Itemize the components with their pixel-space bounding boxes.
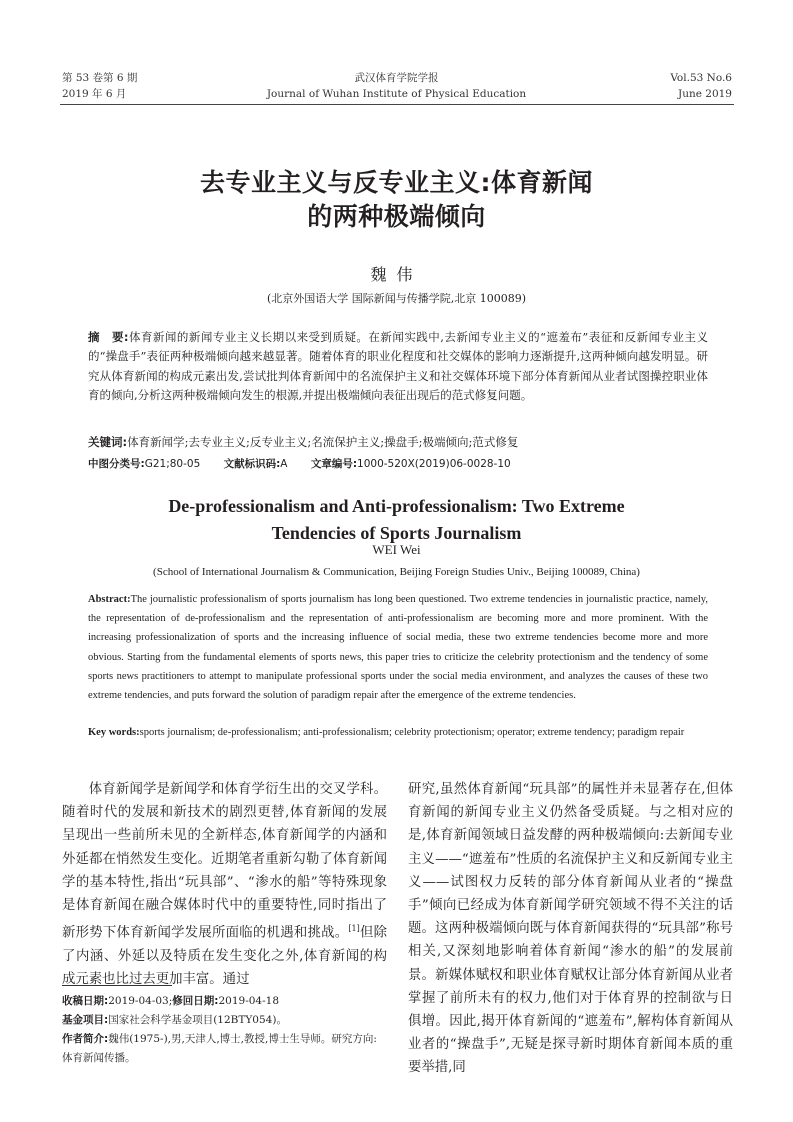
title-cn-line1: 去专业主义与反专业主义:体育新闻 <box>200 168 593 197</box>
abstract-cn-text: 体育新闻的新闻专业主义长期以来受到质疑。在新闻实践中,去新闻专业主义的“遮羞布”表征和反新闻专业主义的“操盘手”表征两种极端倾向越来越显著。随着体育的职业化程度和社交媒体的影响力逐渐提升,这两种倾向越发明显。研究从体育新闻的构成元素出发,尝试批判体育新闻中的名流保护主义和社交媒体环境下部分体育新闻从业者试图操控职业体育的倾向,分析这两种极端倾向发生的根源,并提出极端倾向表征出现后的范式修复问题。 <box>88 330 708 402</box>
header-date: 2019 年 6 月 <box>62 88 127 100</box>
title-en-line2: Tendencies of Sports Journalism <box>271 523 522 543</box>
footnote-dates <box>62 992 387 1011</box>
abstract-en-text: The journalistic professionalism of sports journalism has long been questioned. Two extreme tendencies in journalistic practice, namely, the representation of de-professionalism and the representation of anti-professionalism are becoming more and more prominent. With the increasing professionalization of sports and the increasing influence of social media, these two extreme tendencies become more and more obvious. Starting from the fundamental elements of sports news, this paper tries to criticize the celebrity protectionism and the tendency of some sports news practitioners to attempt to manipulate professional sports under the social media environment, and analyzes the causes of these two extreme tendencies, and puts forward the solution of paradigm repair after the emergence of the extreme tendencies. <box>88 594 708 702</box>
abstract-en-label: Abstract: <box>88 594 131 605</box>
header-journal-en: Journal of Wuhan Institute of Physical Education <box>266 88 527 100</box>
revised-value: 2019-04-18 <box>218 995 280 1007</box>
author-en: WEI Wei <box>372 542 421 557</box>
keywords-en <box>88 723 708 742</box>
fund-label: 基金项目: <box>62 1014 109 1026</box>
keywords-en-label: Key words: <box>88 727 140 738</box>
revised-label: 修回日期: <box>172 995 219 1007</box>
affiliation-en: (School of International Journalism & Communication, Beijing Foreign Studies Univ., Beijing 100089, China) <box>153 566 640 578</box>
document-code <box>224 458 288 470</box>
paper-title-cn <box>0 166 793 234</box>
body-column-left <box>62 778 387 991</box>
body-left-text: 体育新闻学是新闻学和体育学衍生出的交叉学科。随着时代的发展和新技术的剧烈更替,体育新闻的发展呈现出一些前所未见的全新样态,体育新闻学的内涵和外延都在悄然发生变化。近期笔者重新勾勒了体育新闻学的基本特性,指出“玩具部”、“渗水的船”等特殊现象是体育新闻在融合媒体时代中的重要特性,同时指出了新形势下体育新闻学发展所面临的机遇和挑战。 <box>62 782 387 941</box>
body-left-text-cont: 但除了内涵、外延以及特质在发生变化之外,体育新闻的构成元素也比过去更加丰富。通过 <box>62 925 388 988</box>
citation-ref[interactable]: [1] <box>348 924 360 934</box>
clc-number <box>88 458 200 470</box>
doc-label: 文献标识码: <box>223 458 281 470</box>
art-value: 1000-520X(2019)06-0028-10 <box>357 458 511 470</box>
clc-label: 中图分类号: <box>88 458 145 470</box>
footnote-fund <box>62 1011 387 1030</box>
header-volume-en <box>670 70 732 102</box>
bio-value: 魏伟(1975-),男,天津人,博士,教授,博士生导师。研究方向:体育新闻传播。 <box>62 1033 377 1064</box>
doc-value: A <box>280 458 288 470</box>
footnote-bio <box>62 1030 387 1068</box>
affiliation-cn: (北京外国语大学 国际新闻与传播学院,北京 100089) <box>266 292 527 305</box>
footnotes <box>62 992 387 1068</box>
footnote-rule <box>62 985 172 986</box>
keywords-cn-text: 体育新闻学;去专业主义;反专业主义;名流保护主义;操盘手;极端倾向;范式修复 <box>127 435 519 449</box>
bio-label: 作者简介: <box>62 1033 109 1045</box>
title-en-line1: De-professionalism and Anti-professionalism: Two Extreme <box>168 496 625 516</box>
art-label: 文章编号: <box>310 458 358 470</box>
received-value: 2019-04-03; <box>108 995 173 1007</box>
header-rule <box>60 104 734 105</box>
keywords-cn-label: 关键词: <box>88 435 128 449</box>
received-label: 收稿日期: <box>62 995 109 1007</box>
header-month: June 2019 <box>677 88 732 100</box>
author-cn: 魏伟 <box>370 265 423 284</box>
article-number <box>311 458 511 470</box>
keywords-cn <box>88 433 708 452</box>
header-journal-cn: 武汉体育学院学报 <box>354 72 439 84</box>
classification-line <box>88 456 708 472</box>
clc-value: G21;80-05 <box>144 458 201 470</box>
header-vol-no: Vol.53 No.6 <box>670 72 732 84</box>
abstract-cn-label: 摘 要: <box>88 330 129 344</box>
paper-title-en <box>0 493 793 547</box>
body-column-right: 研究,虽然体育新闻“玩具部”的属性并未显著存在,但体育新闻的新闻专业主义仍然备受质疑。与之相对应的是,体育新闻领域日益发酵的两种极端倾向:去新闻专业主义——“遮羞布”性质的名流保护主义和反新闻专业主义——试图权力反转的部分体育新闻从业者的“操盘手”倾向已经成为体育新闻学研究领域不得不关注的话题。这两种极端倾向既与体育新闻获得的“玩具部”称号相关,又深刻地影响着体育新闻“渗水的船”的发展前景。新媒体赋权和职业体育赋权让部分体育新闻从业者掌握了前所未有的权力,他们对于体育界的控制欲与日俱增。因此,揭开体育新闻的“遮羞布”,解构体育新闻从业者的“操盘手”,无疑是探寻新时期体育新闻本质的重要举措,同 <box>408 782 733 1076</box>
fund-value: 国家社会科学基金项目(12BTY054)。 <box>108 1014 287 1026</box>
header-issue: 第 53 卷第 6 期 <box>62 72 138 84</box>
keywords-en-text: sports journalism; de-professionalism; anti-professionalism; celebrity protectionism; operator; extreme tendency; paradigm repair <box>139 727 685 738</box>
title-cn-line2: 的两种极端倾向 <box>307 202 486 231</box>
abstract-cn <box>88 328 708 405</box>
abstract-en <box>88 590 708 705</box>
